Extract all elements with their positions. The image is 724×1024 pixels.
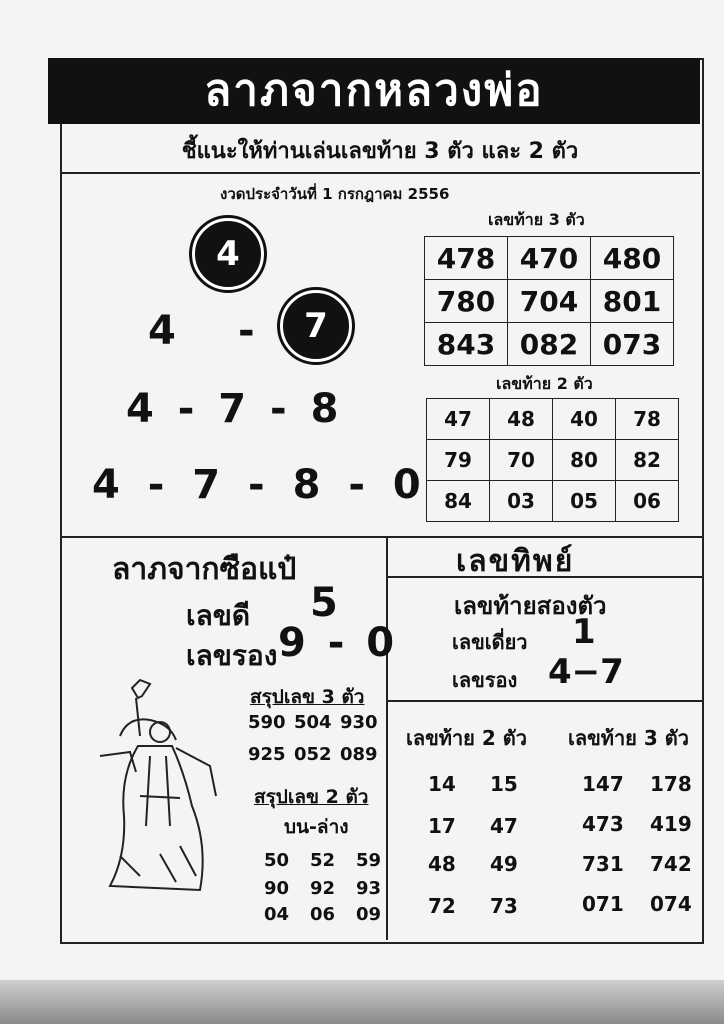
summary2-item: 90 <box>264 878 290 899</box>
summary3-item: 590 <box>248 712 286 733</box>
second-number-label-right: เลขรอง <box>452 668 518 692</box>
circle-number-2: 7 <box>280 290 352 362</box>
grid-cell: 47 <box>427 399 490 440</box>
grid-cell: 82 <box>616 440 679 481</box>
col3-item: 147 <box>582 772 624 796</box>
sequence-row2-left: 4 <box>148 308 176 354</box>
last2-label: เลขท้าย 2 ตัว <box>496 374 593 393</box>
section-divider <box>60 536 702 538</box>
good-number-value: 5 <box>310 580 338 626</box>
good-number-label: เลขดี <box>186 599 251 632</box>
summary3-item: 930 <box>340 712 378 733</box>
summary3-item: 052 <box>294 744 332 765</box>
grid-cell: 80 <box>553 440 616 481</box>
col3-item: 419 <box>650 812 692 836</box>
single-number-value: 1 <box>572 612 596 652</box>
grid-cell: 03 <box>490 481 553 522</box>
grid-cell: 79 <box>427 440 490 481</box>
last3-grid <box>424 236 674 366</box>
grid-cell: 84 <box>427 481 490 522</box>
col2-item: 15 <box>490 772 518 796</box>
col2-item: 47 <box>490 814 518 838</box>
col2-item: 14 <box>428 772 456 796</box>
second-number-value: 9 - 0 <box>278 620 395 666</box>
col2-item: 48 <box>428 852 456 876</box>
summary2-label: สรุปเลข 2 ตัว <box>254 786 369 808</box>
second-number-label: เลขรอง <box>186 639 278 672</box>
summary2-item: 92 <box>310 878 336 899</box>
summary2-item: 04 <box>264 904 290 925</box>
grid-cell: 48 <box>490 399 553 440</box>
circle-number-1: 4 <box>192 218 264 290</box>
summary3-label: สรุปเลข 3 ตัว <box>250 686 365 708</box>
summary2-item: 93 <box>356 878 382 899</box>
page-title: ลาภจากหลวงพ่อ <box>48 58 700 124</box>
col3-item: 071 <box>582 892 624 916</box>
col3-item: 074 <box>650 892 692 916</box>
monk-illustration <box>80 676 240 898</box>
col3-item: 731 <box>582 852 624 876</box>
grid-cell: 40 <box>553 399 616 440</box>
col2-label: เลขท้าย 2 ตัว <box>406 726 527 750</box>
col3-item: 742 <box>650 852 692 876</box>
right-mid-divider <box>386 700 702 702</box>
last2-grid <box>426 398 679 522</box>
grid-cell: 780 <box>425 280 508 323</box>
grid-cell: 70 <box>490 440 553 481</box>
scan-edge <box>0 980 724 1024</box>
right-section-title: เลขทิพย์ <box>456 544 575 579</box>
grid-cell: 470 <box>508 237 591 280</box>
summary2-item: 59 <box>356 850 382 871</box>
col2-item: 49 <box>490 852 518 876</box>
sequence-row2-dash: - <box>238 308 255 354</box>
col2-item: 73 <box>490 894 518 918</box>
grid-cell: 073 <box>591 323 674 366</box>
grid-cell: 082 <box>508 323 591 366</box>
summary2-item: 09 <box>356 904 382 925</box>
single-number-label: เลขเดี่ยว <box>452 630 528 654</box>
col2-item: 72 <box>428 894 456 918</box>
right-section-subtitle: เลขท้ายสองตัว <box>454 592 607 620</box>
left-section-title: ลาภจากซือแป๋ <box>112 552 297 587</box>
col2-item: 17 <box>428 814 456 838</box>
second-number-value-right: 4−7 <box>548 652 624 692</box>
grid-cell: 843 <box>425 323 508 366</box>
col3-item: 473 <box>582 812 624 836</box>
grid-cell: 801 <box>591 280 674 323</box>
summary3-item: 089 <box>340 744 378 765</box>
last3-label: เลขท้าย 3 ตัว <box>488 210 585 229</box>
grid-cell: 78 <box>616 399 679 440</box>
summary2-sublabel: บน-ล่าง <box>284 816 349 838</box>
grid-cell: 704 <box>508 280 591 323</box>
draw-date: งวดประจำวันที่ 1 กรกฎาคม 2556 <box>220 185 450 203</box>
summary3-item: 925 <box>248 744 286 765</box>
page-subtitle: ชี้แนะให้ท่านเล่นเลขท้าย 3 ตัว และ 2 ตัว <box>60 126 700 174</box>
grid-cell: 480 <box>591 237 674 280</box>
grid-cell: 06 <box>616 481 679 522</box>
grid-cell: 478 <box>425 237 508 280</box>
grid-cell: 05 <box>553 481 616 522</box>
sequence-row3: 4 - 7 - 8 <box>126 386 339 432</box>
column-divider <box>386 536 388 940</box>
summary2-item: 52 <box>310 850 336 871</box>
summary3-item: 504 <box>294 712 332 733</box>
sequence-row4: 4 - 7 - 8 - 0 <box>92 462 421 508</box>
summary2-item: 50 <box>264 850 290 871</box>
col3-item: 178 <box>650 772 692 796</box>
col3-label: เลขท้าย 3 ตัว <box>568 726 689 750</box>
summary2-item: 06 <box>310 904 336 925</box>
